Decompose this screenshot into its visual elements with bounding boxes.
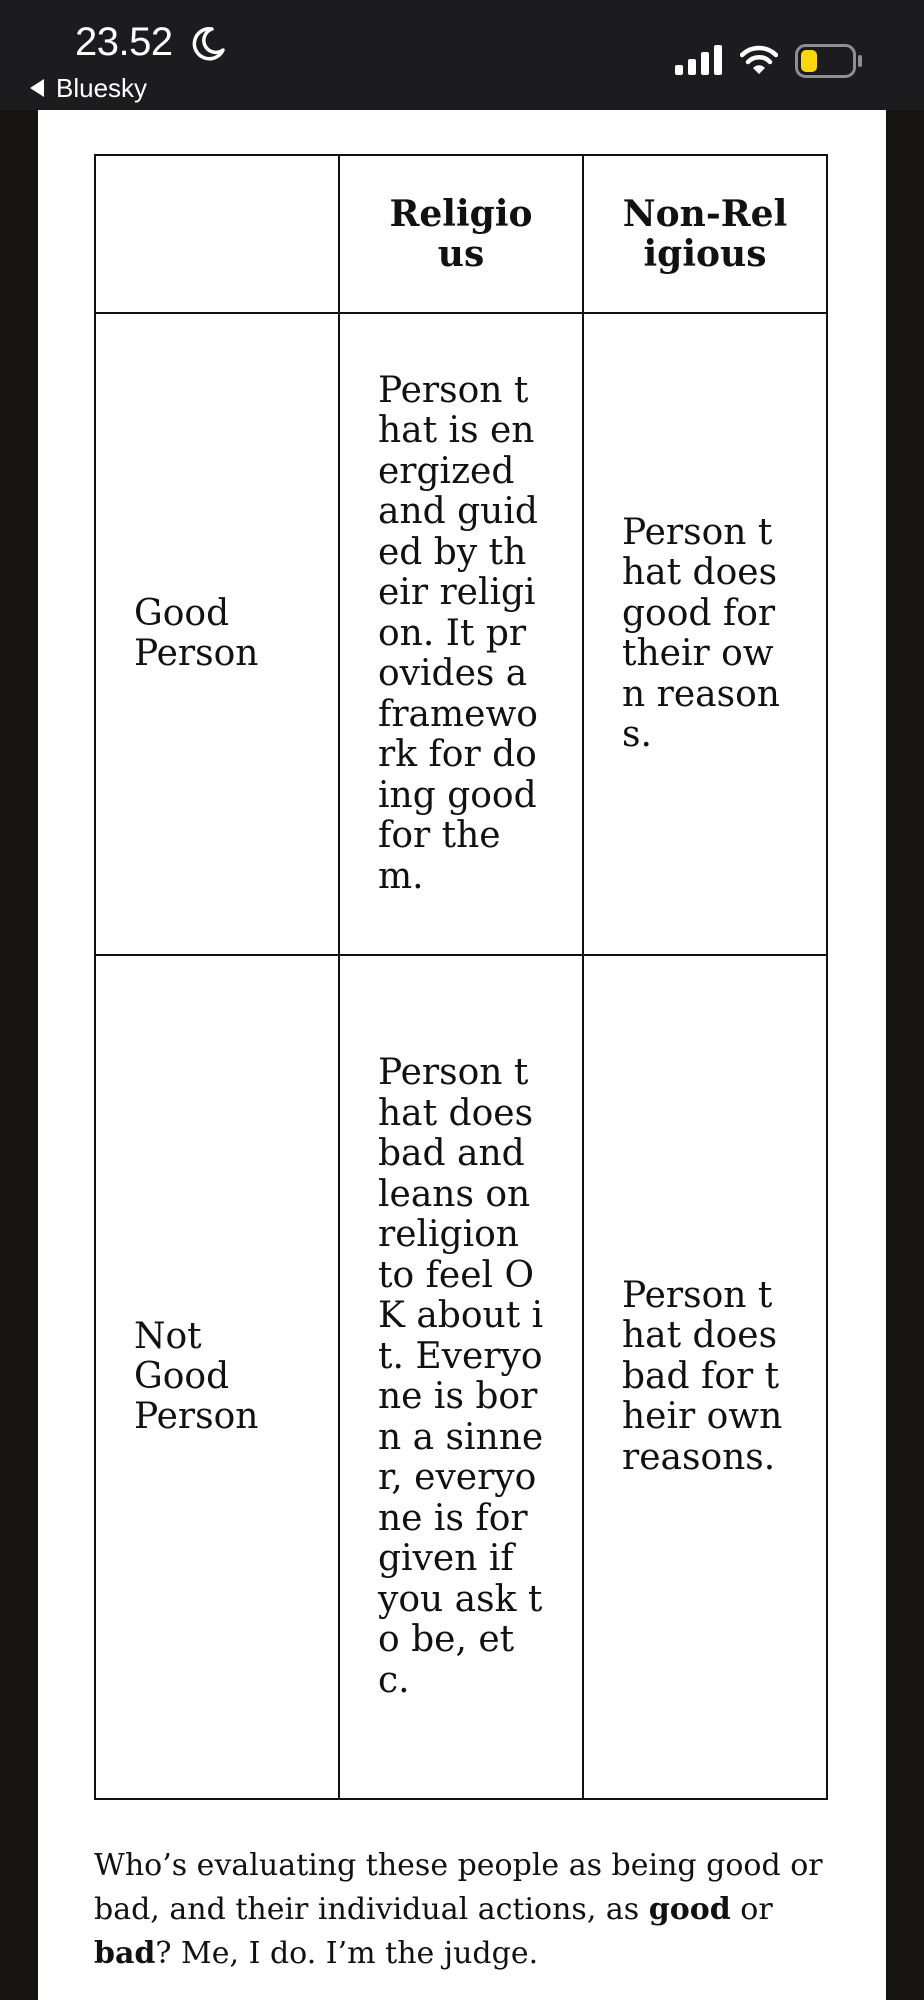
article-page — [38, 110, 886, 2000]
caption-text-1: Who’s evaluating these people as being good or bad, and their individual actions, as — [94, 1848, 823, 1927]
caption-text-3: ? Me, I do. I’m the judge. — [155, 1936, 539, 1971]
header-empty-cell — [95, 155, 339, 313]
cell-non-religious-good: Person that does good for their own reasons. — [583, 313, 827, 955]
signal-icon — [675, 45, 723, 77]
cell-non-religious-not-good: Person that does bad for their own reasons. — [583, 955, 827, 1799]
row-label-not-good-person: Not Good Person — [95, 955, 339, 1799]
battery-icon — [795, 44, 863, 78]
article-paragraph — [94, 1844, 854, 1976]
caption-text-2: or — [730, 1892, 773, 1927]
status-time: 23.52 — [75, 20, 173, 64]
caption-emphasis-bad: bad — [94, 1936, 156, 1971]
table-row — [95, 955, 827, 1799]
wifi-icon — [740, 44, 778, 76]
header-religious: Religious — [339, 155, 583, 313]
back-triangle-icon — [28, 78, 46, 98]
back-to-bluesky-link[interactable] — [28, 72, 147, 104]
table-row — [95, 313, 827, 955]
cell-religious-not-good: Person that does bad and leans on religion to feel OK about it. Everyone is born a sinner, everyone is forgiven if you ask to be, etc. — [339, 955, 583, 1799]
header-non-religious: Non-Religious — [583, 155, 827, 313]
moon-icon — [190, 26, 226, 62]
back-label: Bluesky — [56, 72, 148, 103]
row-label-good-person: Good Person — [95, 313, 339, 955]
comparison-table — [94, 154, 828, 1800]
cell-religious-good: Person that is energized and guided by their religion. It provides a framework for doing good for them. — [339, 313, 583, 955]
caption-emphasis-good: good — [648, 1892, 731, 1927]
table-header-row — [95, 155, 827, 313]
status-bar — [0, 0, 924, 110]
